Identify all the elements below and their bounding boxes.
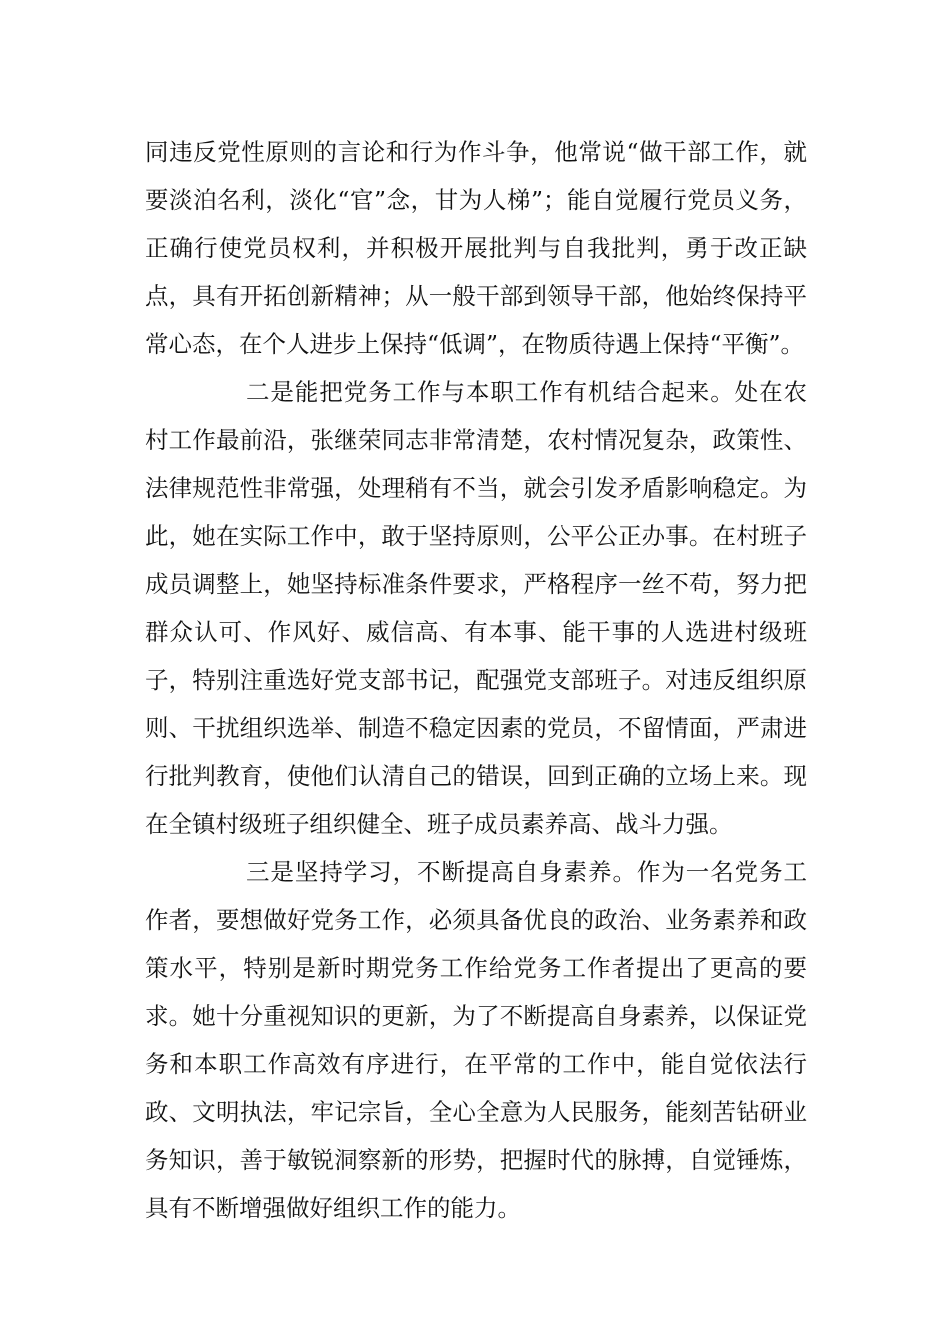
paragraph-two: 二是能把党务工作与本职工作有机结合起来。处在农村工作最前沿，张继荣同志非常清楚，农村情况复杂，政策性、法律规范性非常强，处理稍有不当，就会引发矛盾影响稳定。为此，她在实际工作中，敢于坚持原则，公平公正办事。在村班子成员调整上，她坚持标准条件要求，严格程序一丝不苟，努力把群众认可、作风好、威信高、有本事、能干事的人选进村级班子，特别注重选好党支部书记，配强党支部班子。对违反组织原则、干扰组织选举、制造不稳定因素的党员，不留情面，严肃进行批判教育，使他们认清自己的错误，回到正确的立场上来。现在全镇村级班子组织健全、班子成员素养高、战斗力强。 <box>145 378 807 838</box>
paragraph-continuation: 同违反党性原则的言论和行为作斗争，他常说“做干部工作，就要淡泊名利，淡化“官”念，甘为人梯”；能自觉履行党员义务，正确行使党员权利，并积极开展批判与自我批判，勇于改正缺点，具有开拓创新精神；从一般干部到领导干部，他始终保持平常心态，在个人进步上保持“低调”，在物质待遇上保持“平衡”。 <box>145 138 807 358</box>
body-text <box>145 128 807 1232</box>
paragraph-three: 三是坚持学习，不断提高自身素养。作为一名党务工作者，要想做好党务工作，必须具备优良的政治、业务素养和政策水平，特别是新时期党务工作给党务工作者提出了更高的要求。她十分重视知识的更新，为了不断提高自身素养，以保证党务和本职工作高效有序进行，在平常的工作中，能自觉依法行政、文明执法，牢记宗旨，全心全意为人民服务，能刻苦钻研业务知识，善于敏锐洞察新的形势，把握时代的脉搏，自觉锤炼，具有不断增强做好组织工作的能力。 <box>145 858 807 1222</box>
